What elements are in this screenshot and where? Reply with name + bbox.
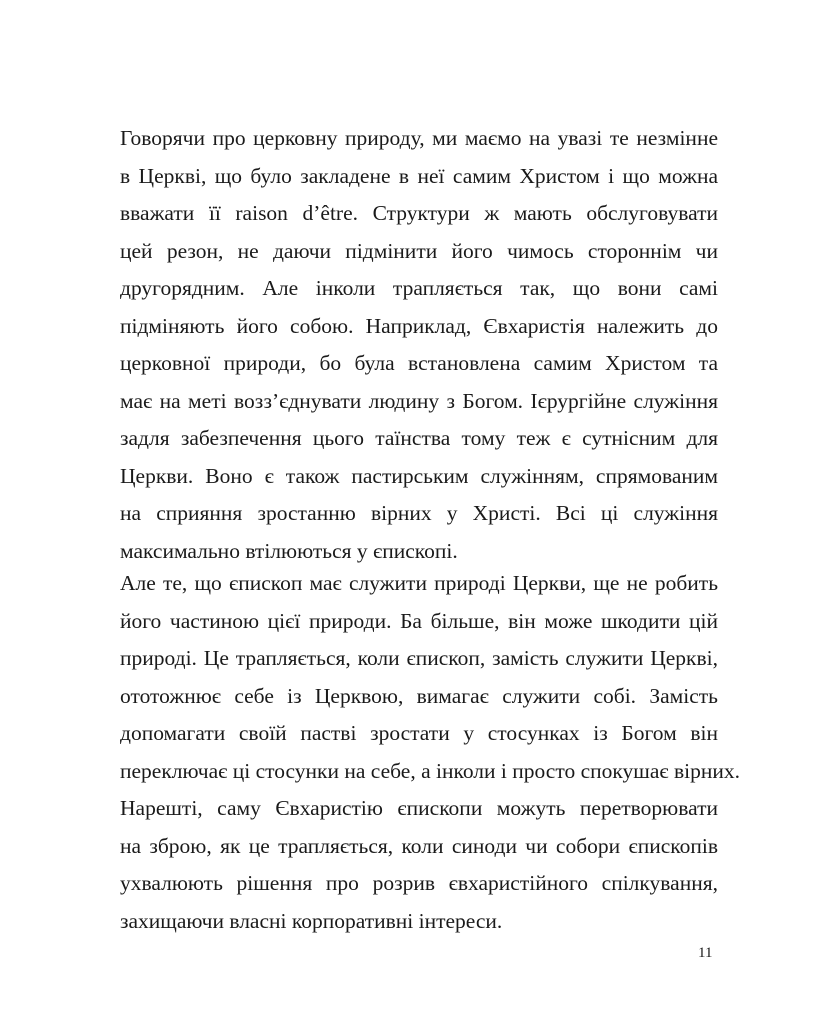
text-line: в Церкві, що було закладене в неї самим Христом і що можна <box>120 163 718 188</box>
text-line: ототожнює себе із Церквою, вимагає служити собі. Замість <box>120 683 718 708</box>
text-line: максимально втілюються у єпископі. <box>120 538 458 563</box>
paragraph-2 <box>120 565 740 940</box>
text-line: ухвалюють рішення про розрив євхаристійного спілкування, <box>120 871 718 895</box>
text-line: цей резон, не даючи підмінити його чимось стороннім чи <box>120 238 718 263</box>
text-line: вважати її raison d’être. Структури ж мають обслуговувати <box>120 201 718 225</box>
text-line: Говорячи про церковну природу, ми маємо на увазі те незмінне <box>120 126 718 150</box>
text-line: переключає ці стосунки на себе, а інколи і просто спокушає вірних. <box>120 758 740 783</box>
page-number: 11 <box>698 945 713 961</box>
text-line: на зброю, як це трапляється, коли синоди чи собори єпископів <box>120 833 718 858</box>
text-line: допомагати своїй пастві зростати у стосунках із Богом він <box>120 721 718 745</box>
text-line: має на меті возз’єднувати людину з Богом. Ієрургійне служіння <box>120 388 718 413</box>
text-line: захищаючи власні корпоративні інтереси. <box>120 908 503 933</box>
text-line: Нарешті, саму Євхаристію єпископи можуть перетворювати <box>120 796 718 820</box>
text-line: його частиною цієї природи. Ба більше, він може шкодити цій <box>120 608 718 633</box>
text-line: Але те, що єпископ має служити природі Церкви, ще не робить <box>120 571 718 595</box>
text-line: природі. Це трапляється, коли єпископ, замість служити Церкві, <box>120 646 718 670</box>
text-line: другорядним. Але інколи трапляється так, що вони самі <box>120 276 718 300</box>
paragraph-1 <box>120 120 718 570</box>
text-line: церковної природи, бо була встановлена самим Христом та <box>120 351 718 375</box>
text-line: задля забезпечення цього таїнства тому теж є сутнісним для <box>120 426 718 450</box>
text-line: на сприяння зростанню вірних у Христі. Всі ці служіння <box>120 501 718 525</box>
text-line: підміняють його собою. Наприклад, Євхаристія належить до <box>120 313 718 338</box>
text-line: Церкви. Воно є також пастирським служінням, спрямованим <box>120 463 718 488</box>
